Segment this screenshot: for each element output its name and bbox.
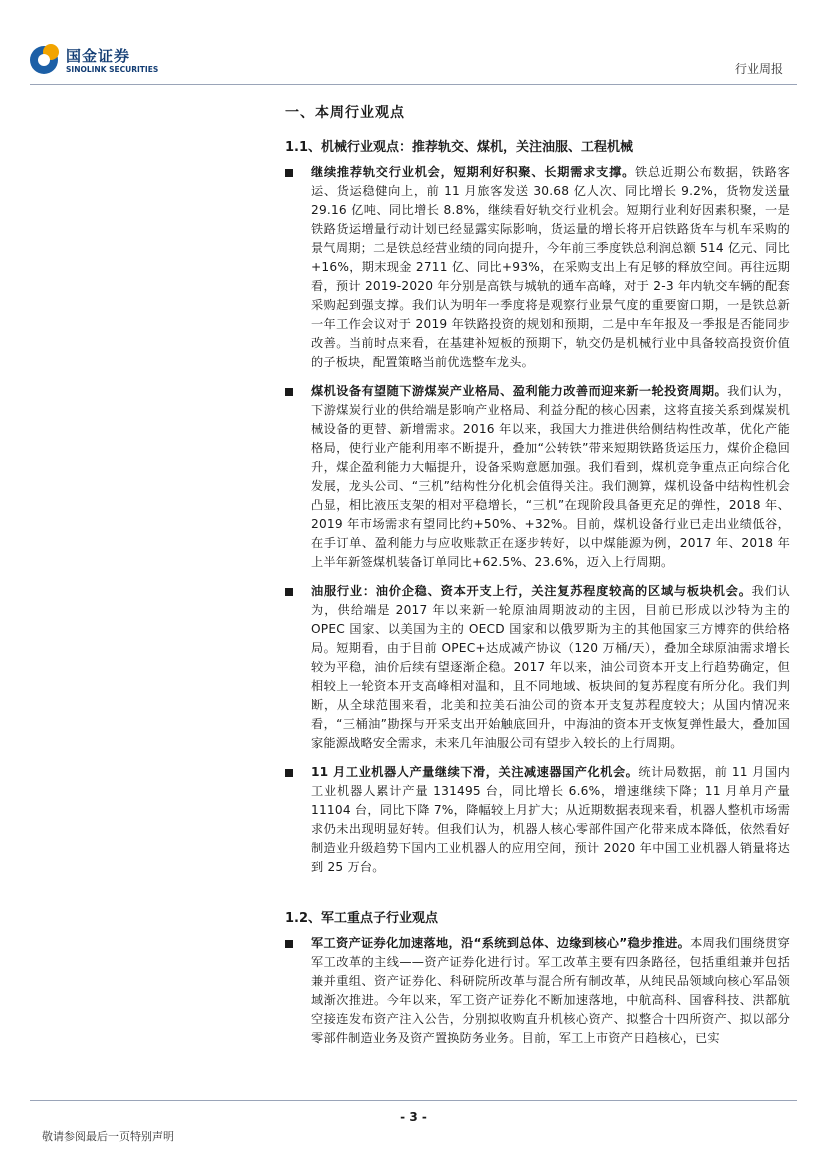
paragraph-body: 本周我们围绕贯穿军工改革的主线——资产证券化进行讨。军工改革主要有四条路径，包括重组兼并包括兼并重组、资产证券化、科研院所改革与混合所有制改革，从纯民品领域向核心军品领域渐次推进。今年以来，军工资产证券化不断加速落地，中航高科、国睿科技、洪都航空接连发布资产注入公告，分别拟收购直升机核心资产、拟整合十四所资产、拟以部分零部件制造业务及资产置换防务业务。目前，军工上市资产日趋核心，已实 <box>311 936 790 1045</box>
logo-english-name: SINOLINK SECURITIES <box>66 65 159 74</box>
header-divider <box>30 84 797 85</box>
paragraph <box>311 163 790 372</box>
square-bullet-icon <box>285 769 293 777</box>
paragraph <box>311 763 790 877</box>
footer-divider <box>30 1100 797 1101</box>
paragraph-lead: 继续推荐轨交行业机会，短期利好积聚、长期需求支撑。 <box>311 165 636 179</box>
bullet-item-industrial-robots <box>285 763 790 877</box>
subsection-title-machinery: 1.1、机械行业观点：推荐轨交、煤机，关注油服、工程机械 <box>285 140 634 155</box>
company-logo <box>30 44 170 78</box>
paragraph <box>311 382 790 572</box>
paragraph-body: 我们认为，下游煤炭行业的供给端是影响产业格局、利益分配的核心因素，这将直接关系到煤炭机械设备的更替、新增需求。2016 年以来，我国大力推进供给侧结构性改革，优化产能格局，使行业产能利用率不断提升，叠加“公转铁”带来短期铁路货运压力，煤价企稳回升，煤企盈利能力大幅提升，设备采购意愿加强。我们看到，煤机竞争重点正向综合化发展，龙头公司、“三机”结构性分化机会值得关注。我们测算，煤机设备中结构性机会凸显，相比液压支架的相对平稳增长，“三机”在现阶段具备更充足的弹性，2018 年、2019 年市场需求有望同比约+50%、+32%。目前，煤机设备行业已走出业绩低谷，在手订单、盈利能力与应收账款正在逐步转好，以中煤能源为例，2017 年、2018 年上半年新签煤机装备订单同比+62.5%、23.6%，迈入上行周期。 <box>311 384 791 569</box>
paragraph-lead: 油服行业：油价企稳、资本开支上行，关注复苏程度较高的区域与板块机会。 <box>311 584 752 598</box>
logo-chinese-name: 国金证券 <box>66 47 131 65</box>
main-content <box>285 96 790 1058</box>
subsection-title-military: 1.2、军工重点子行业观点 <box>285 911 439 926</box>
page-header <box>0 0 827 92</box>
paragraph-body: 统计局数据，前 11 月国内工业机器人累计产量 131495 台，同比增长 6.6%，增速继续下降；11 月单月产量 11104 台，同比下降 7%，降幅较上月扩大；从近期数据表现来看，机器人整机市场需求仍未出现明显好转。但我们认为，机器人核心零部件国产化带来成本降低，依然看好制造业升级趋势下国内工业机器人的应用空间，预计 2020 年中国工业机器人销量将达到 25 万台。 <box>311 765 790 874</box>
square-bullet-icon <box>285 588 293 596</box>
paragraph <box>311 934 790 1048</box>
bullet-item-coal-machinery <box>285 382 790 572</box>
paragraph-lead: 煤机设备有望随下游煤炭产业格局、盈利能力改善而迎来新一轮投资周期。 <box>311 384 728 398</box>
bullet-item-rail-transit <box>285 163 790 372</box>
bullet-item-military-securitization <box>285 934 790 1048</box>
bullet-item-oil-services <box>285 582 790 753</box>
disclaimer-text: 敬请参阅最后一页特别声明 <box>42 1130 174 1143</box>
paragraph-lead: 11 月工业机器人产量继续下滑，关注减速器国产化机会。 <box>311 765 639 779</box>
paragraph-body: 铁总近期公布数据，铁路客运、货运稳健向上，前 11 月旅客发送 30.68 亿人次、同比增长 9.2%，货物发送量 29.16 亿吨、同比增长 8.8%，继续看好轨交行业机会。短期行业利好因素积聚，一是铁路货运增量行动计划已经显露实际影响，货运量的增长将开启铁路货车与机车采购的景气周期；二是铁总经营业绩的同向提升，今年前三季度铁总利润总额 514 亿元、同比+16%，期末现金 2711 亿、同比+93%，在采购支出上有足够的释放空间。再往远期看，预计 2019-2020 年分别是高铁与城轨的通车高峰，对于 2-3 年内轨交车辆的配套采购起到强支撑。我们认为明年一季度将是观察行业景气度的重要窗口期，一是铁总新一年工作会议对于 2019 年铁路投资的规划和预期，二是中车年报及一季报是否能同步改善。当前时点来看，在基建补短板的预期下，轨交仍是机械行业中具备较高投资价值的子板块，配置策略当前优选整车龙头。 <box>311 165 791 369</box>
paragraph-lead: 军工资产证券化加速落地，沿“系统到总体、边缘到核心”稳步推进。 <box>311 936 691 950</box>
logo-emblem-icon <box>30 46 58 74</box>
page-number: - 3 - <box>400 1110 427 1124</box>
section-title: 一、本周行业观点 <box>285 105 405 121</box>
square-bullet-icon <box>285 388 293 396</box>
square-bullet-icon <box>285 940 293 948</box>
square-bullet-icon <box>285 169 293 177</box>
paragraph <box>311 582 790 753</box>
paragraph-body: 我们认为，供给端是 2017 年以来新一轮原油周期波动的主因，目前已形成以沙特为主的 OPEC 国家、以美国为主的 OECD 国家和以俄罗斯为主的其他国家三方博弈的供给格局。短期看，由于目前 OPEC+达成减产协议（120 万桶/天），叠加全球原油需求增长较为平稳，油价后续有望逐渐企稳。2017 年以来，油公司资本开支上行趋势确定，但相较上一轮资本开支高峰相对温和，且不同地域、板块间的复苏程度有所分化。我们判断，从全球范围来看，北美和拉美石油公司的资本开支复苏程度较大；从国内情况来看，“三桶油”勘探与开采支出开始触底回升，中海油的资本开支恢复弹性最大，叠加国家能源战略安全需求，未来几年油服公司有望步入较长的上行周期。 <box>311 584 790 750</box>
report-type-label: 行业周报 <box>734 62 783 76</box>
